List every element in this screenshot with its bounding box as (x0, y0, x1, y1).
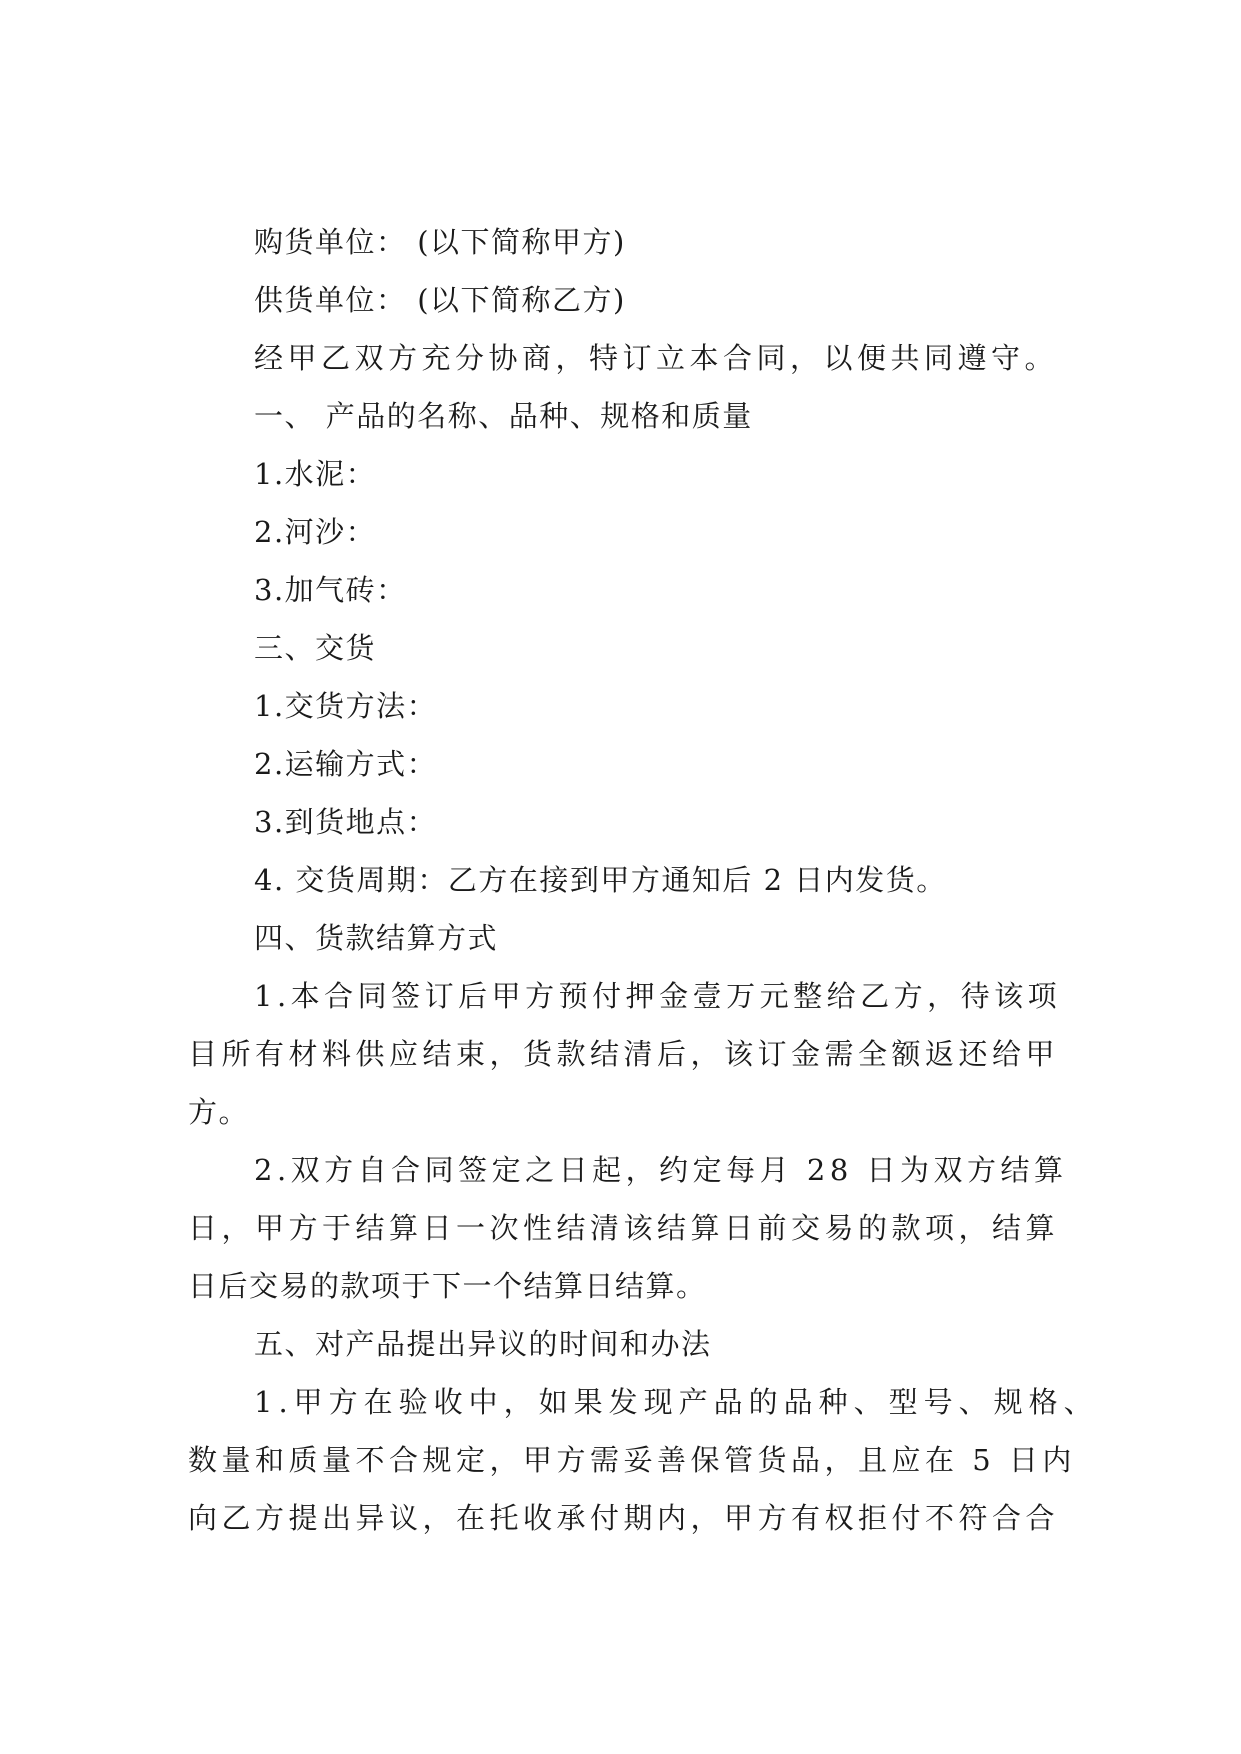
purchaser-line: 购货单位： (以下简称甲方) (254, 225, 626, 259)
payment-clause-1-line-3: 方。 (188, 1095, 250, 1129)
payment-clause-1-line-2: 目所有材料供应结束，货款结清后，该订金需全额返还给甲 (188, 1037, 1060, 1071)
agreement-intro-line: 经甲乙双方充分协商，特订立本合同，以便共同遵守。 (254, 341, 1059, 375)
delivery-cycle-line: 4. 交货周期：乙方在接到甲方通知后 2 日内发货。 (254, 863, 947, 897)
item-aerated-brick: 3.加气砖： (254, 573, 407, 607)
delivery-location-line: 3.到货地点： (254, 805, 438, 839)
payment-clause-2-line-3: 日后交易的款项于下一个结算日结算。 (188, 1269, 707, 1303)
item-cement: 1.水泥： (254, 457, 377, 491)
payment-clause-2-line-2: 日，甲方于结算日一次性结清该结算日前交易的款项，结算 (188, 1211, 1060, 1245)
objection-clause-1-line-1: 1.甲方在验收中，如果发现产品的品种、型号、规格、 (254, 1385, 1099, 1419)
section-heading-product: 一、 产品的名称、品种、规格和质量 (254, 399, 753, 433)
section-heading-payment: 四、货款结算方式 (254, 921, 499, 955)
payment-clause-1-line-1: 1.本合同签订后甲方预付押金壹万元整给乙方，待该项 (254, 979, 1062, 1013)
delivery-method-line: 1.交货方法： (254, 689, 438, 723)
objection-clause-1-line-3: 向乙方提出异议，在托收承付期内，甲方有权拒付不符合合 (188, 1501, 1060, 1535)
objection-clause-1-line-2: 数量和质量不合规定，甲方需妥善保管货品，且应在 5 日内 (188, 1443, 1076, 1477)
item-river-sand: 2.河沙： (254, 515, 377, 549)
section-heading-objection: 五、对产品提出异议的时间和办法 (254, 1327, 712, 1361)
supplier-line: 供货单位： (以下简称乙方) (254, 283, 626, 317)
payment-clause-2-line-1: 2.双方自合同签定之日起，约定每月 28 日为双方结算 (254, 1153, 1068, 1187)
section-heading-delivery: 三、交货 (254, 631, 377, 665)
transport-method-line: 2.运输方式： (254, 747, 438, 781)
